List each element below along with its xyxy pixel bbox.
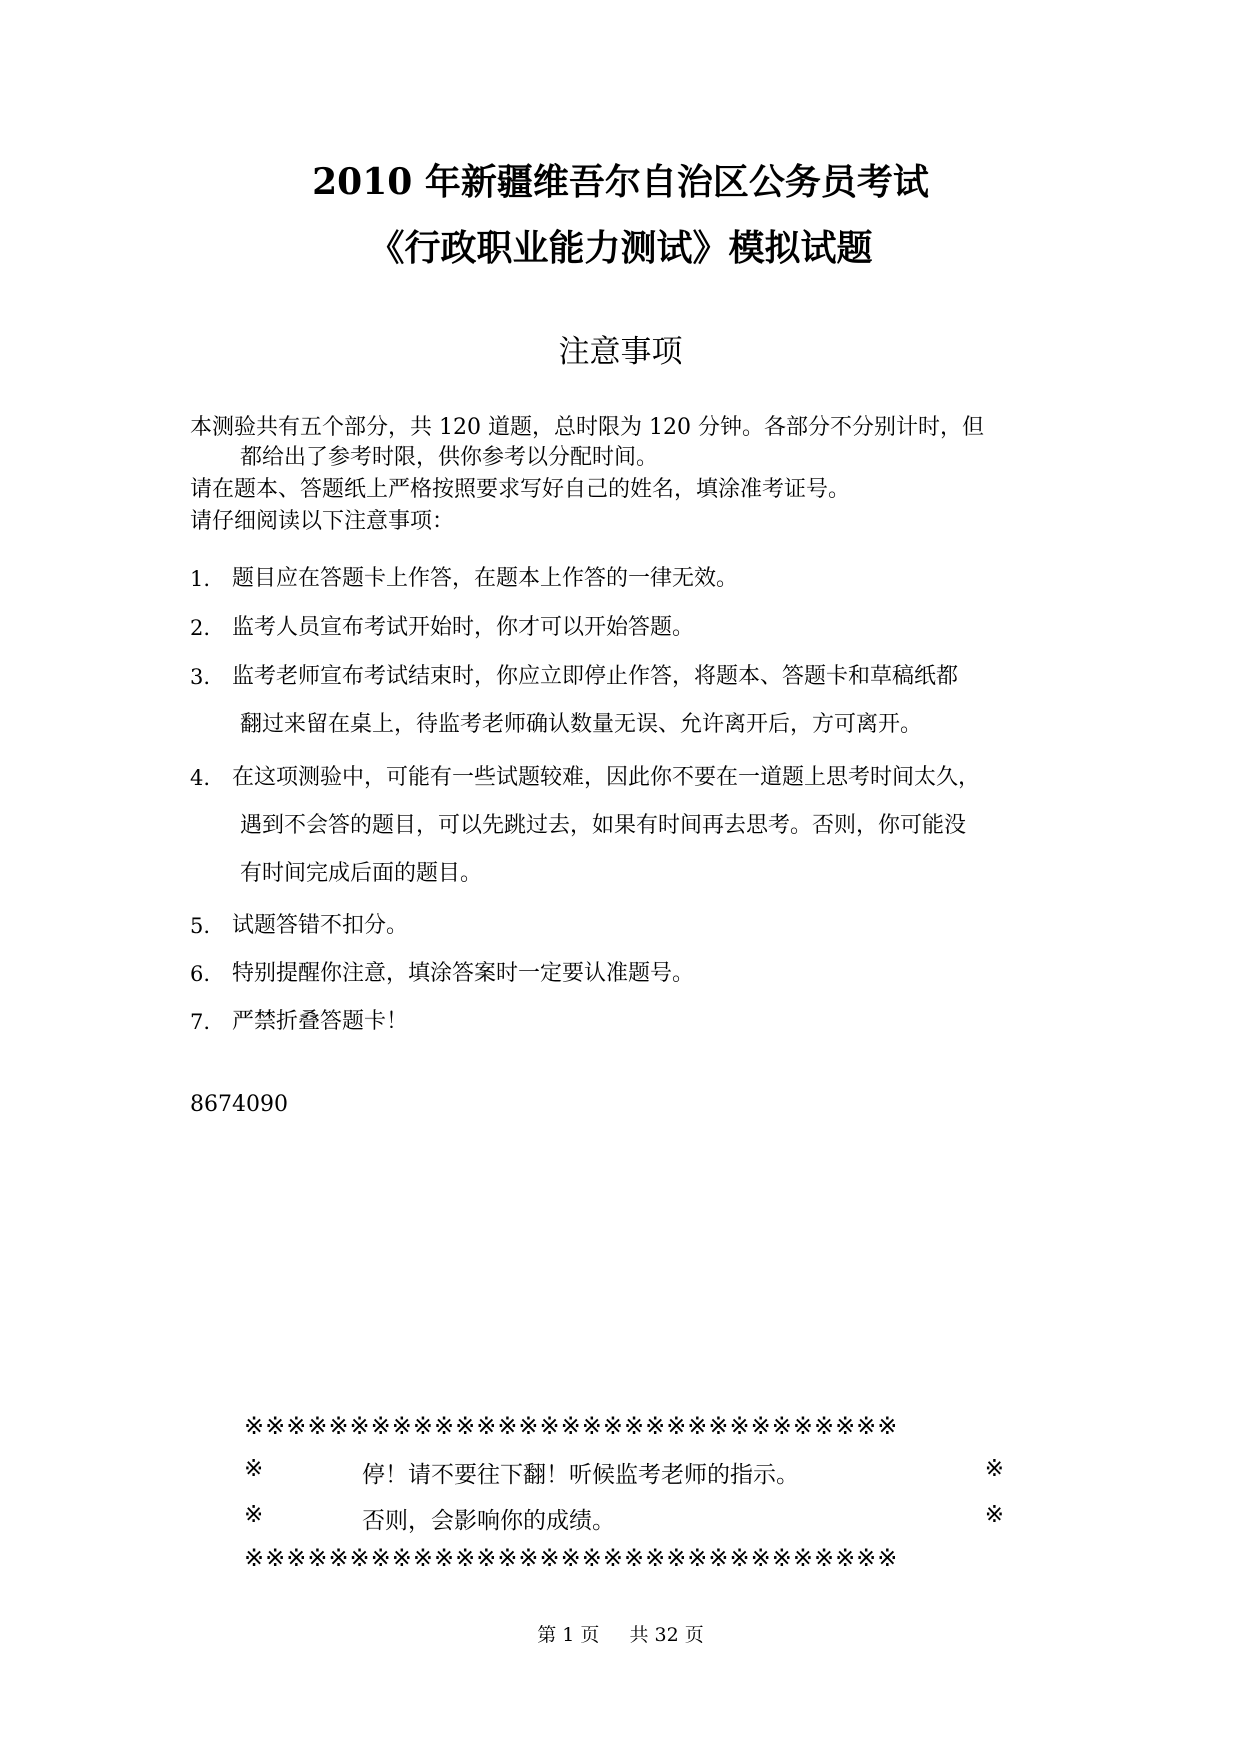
page-footer xyxy=(0,1620,1241,1647)
notice-item-text: 遇到不会答的题目，可以先跳过去，如果有时间再去思考。否则，你可能没 xyxy=(240,813,967,838)
page-number: 第 1 页 xyxy=(537,1624,600,1646)
title-line-2: 《行政职业能力测试》模拟试题 xyxy=(368,227,873,269)
warning-border-top: ※※※※※※※※※※※※※※※※※※※※※※※※※※※※※※※ xyxy=(244,1412,899,1440)
intro-line-3: 请仔细阅读以下注意事项： xyxy=(190,509,455,534)
intro-line-1: 本测验共有五个部分，共 120 道题，总时限为 120 分钟。各部分不分别计时，但 xyxy=(190,415,984,440)
notice-item-text: 严禁折叠答题卡！ xyxy=(232,1009,409,1034)
warning-message-1: 停！请不要往下翻！听候监考老师的指示。 xyxy=(362,1462,799,1488)
warning-star-right: ※ xyxy=(984,1456,1004,1482)
warning-message-2: 否则，会影响你的成绩。 xyxy=(362,1508,615,1534)
notice-item-number: 4. xyxy=(190,766,211,790)
notice-item-text: 翻过来留在桌上，待监考老师确认数量无误、允许离开后，方可离开。 xyxy=(240,712,923,737)
notice-item-number: 6. xyxy=(190,962,211,986)
notice-item-number: 3. xyxy=(190,665,211,689)
warning-star-left: ※ xyxy=(244,1502,264,1528)
intro-line-1-continued: 都给出了参考时限，供你参考以分配时间。 xyxy=(240,445,659,470)
notice-item-number: 7. xyxy=(190,1010,211,1034)
notice-item-text: 有时间完成后面的题目。 xyxy=(240,861,483,886)
document-code: 8674090 xyxy=(190,1092,288,1117)
notice-item-text: 监考人员宣布考试开始时，你才可以开始答题。 xyxy=(232,615,695,640)
notice-item-number: 2. xyxy=(190,616,211,640)
warning-row-1 xyxy=(244,1456,1004,1496)
notice-item-text: 在这项测验中，可能有一些试题较难，因此你不要在一道题上思考时间太久， xyxy=(232,765,981,790)
notice-item-text: 试题答错不扣分。 xyxy=(232,913,409,938)
warning-row-2 xyxy=(244,1502,1004,1542)
notice-item-number: 5. xyxy=(190,914,211,938)
notice-item-text: 题目应在答题卡上作答，在题本上作答的一律无效。 xyxy=(232,566,739,591)
title-line-1: 2010 年新疆维吾尔自治区公务员考试 xyxy=(312,161,929,203)
notice-heading: 注意事项 xyxy=(558,334,683,370)
notice-item-number: 1. xyxy=(190,567,211,591)
warning-star-left: ※ xyxy=(244,1456,264,1482)
page-total: 共 32 页 xyxy=(629,1624,704,1646)
warning-star-right: ※ xyxy=(984,1502,1004,1528)
notice-item-text: 特别提醒你注意，填涂答案时一定要认准题号。 xyxy=(232,961,695,986)
warning-border-bottom: ※※※※※※※※※※※※※※※※※※※※※※※※※※※※※※※ xyxy=(244,1544,899,1572)
intro-line-2: 请在题本、答题纸上严格按照要求写好自己的姓名，填涂准考证号。 xyxy=(190,477,851,502)
notice-item-text: 监考老师宣布考试结束时，你应立即停止作答，将题本、答题卡和草稿纸都 xyxy=(232,664,959,689)
